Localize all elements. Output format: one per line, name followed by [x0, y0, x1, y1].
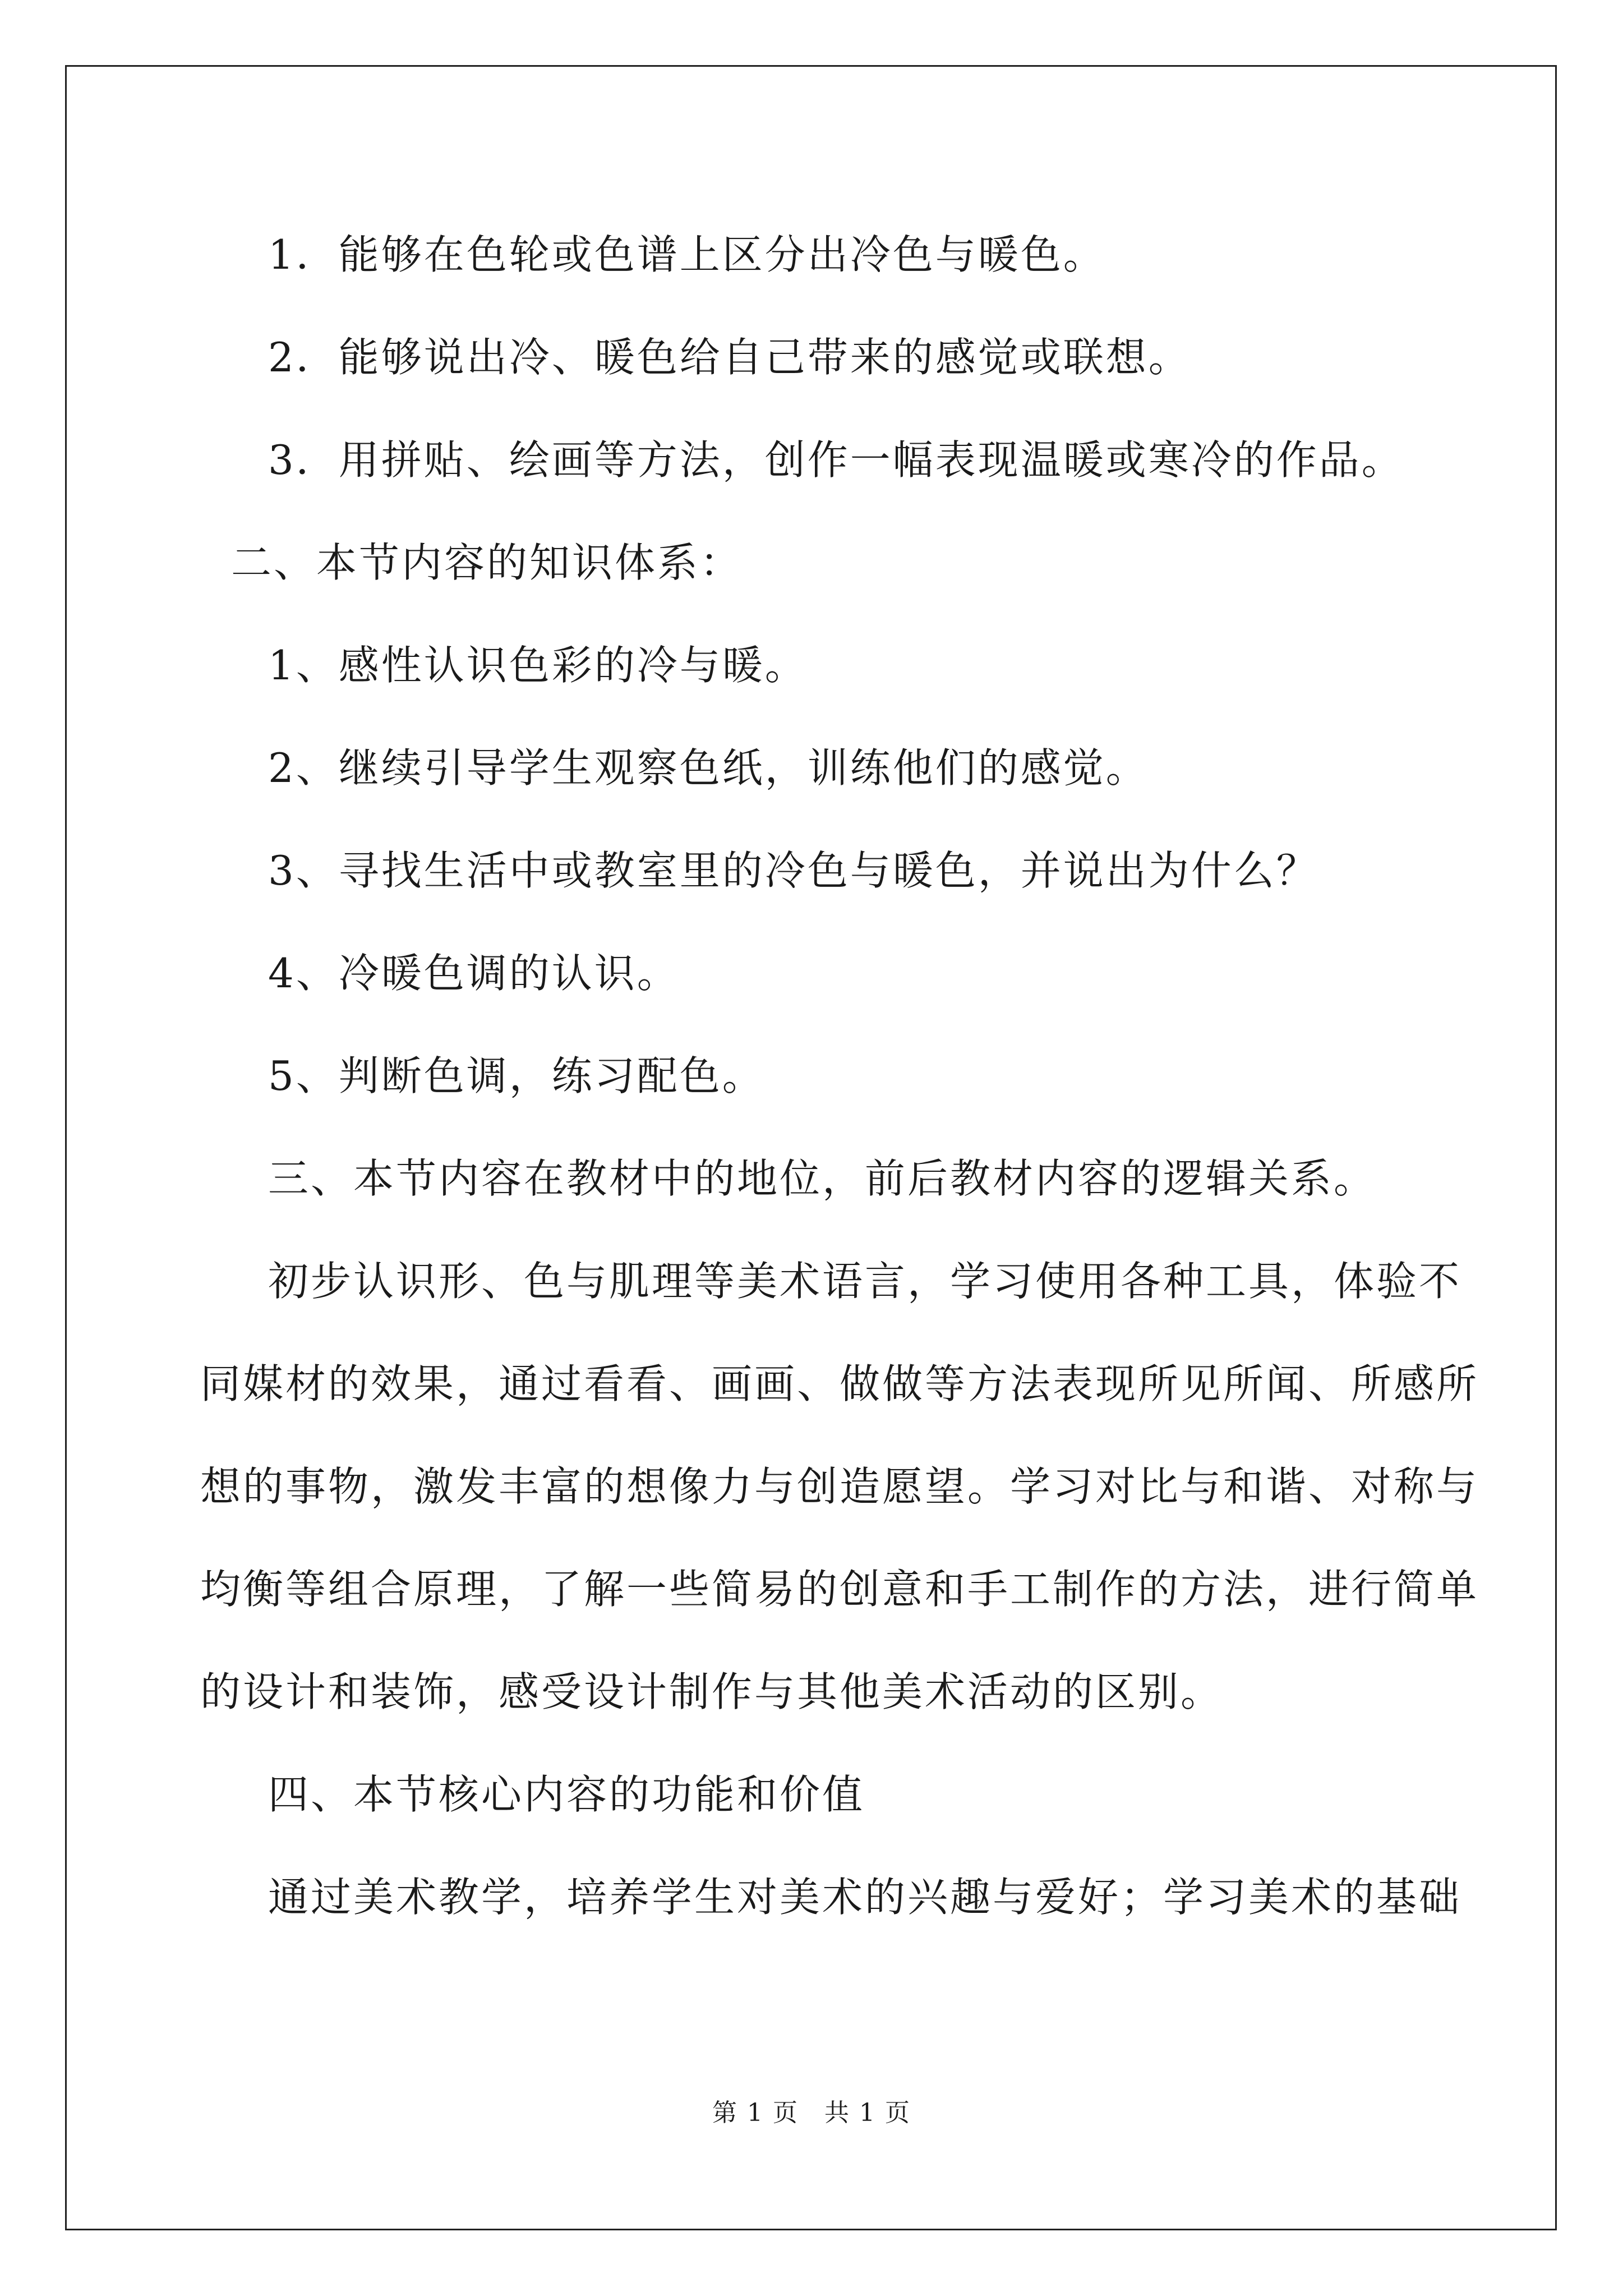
section-heading-4: 四、本节核心内容的功能和价值 [268, 1771, 865, 1818]
knowledge-item-4: 4、冷暖色调的认识。 [268, 950, 680, 997]
page-number: 第 1 页 共 1 页 [712, 2099, 911, 2127]
knowledge-item-3: 3、寻找生活中或教室里的冷色与暖色，并说出为什么？ [268, 847, 1319, 894]
paragraph-line: 想的事物，激发丰富的想像力与创造愿望。学习对比与和谐、对称与 [200, 1463, 1479, 1510]
section-heading-3: 三、本节内容在教材中的地位，前后教材内容的逻辑关系。 [268, 1155, 1377, 1202]
section-heading-2: 二、本节内容的知识体系： [231, 539, 743, 586]
objective-item-2: 2．能够说出冷、暖色给自己带来的感觉或联想。 [268, 334, 1191, 381]
knowledge-item-2: 2、继续引导学生观察色纸，训练他们的感觉。 [268, 744, 1149, 792]
objective-item-3: 3．用拼贴、绘画等方法，创作一幅表现温暖或寒冷的作品。 [268, 436, 1404, 484]
knowledge-item-1: 1、感性认识色彩的冷与暖。 [268, 642, 808, 689]
paragraph-line: 均衡等组合原理，了解一些简易的创意和手工制作的方法，进行简单 [200, 1566, 1479, 1613]
paragraph-line: 初步认识形、色与肌理等美术语言，学习使用各种工具，体验不 [268, 1258, 1462, 1305]
knowledge-item-5: 5、判断色调，练习配色。 [268, 1052, 765, 1099]
paragraph-line: 同媒材的效果，通过看看、画画、做做等方法表现所见所闻、所感所 [200, 1360, 1479, 1407]
paragraph-line: 的设计和装饰，感受设计制作与其他美术活动的区别。 [200, 1668, 1224, 1715]
paragraph-line: 通过美术教学，培养学生对美术的兴趣与爱好；学习美术的基础 [268, 1874, 1462, 1921]
objective-item-1: 1．能够在色轮或色谱上区分出冷色与暖色。 [268, 231, 1106, 278]
